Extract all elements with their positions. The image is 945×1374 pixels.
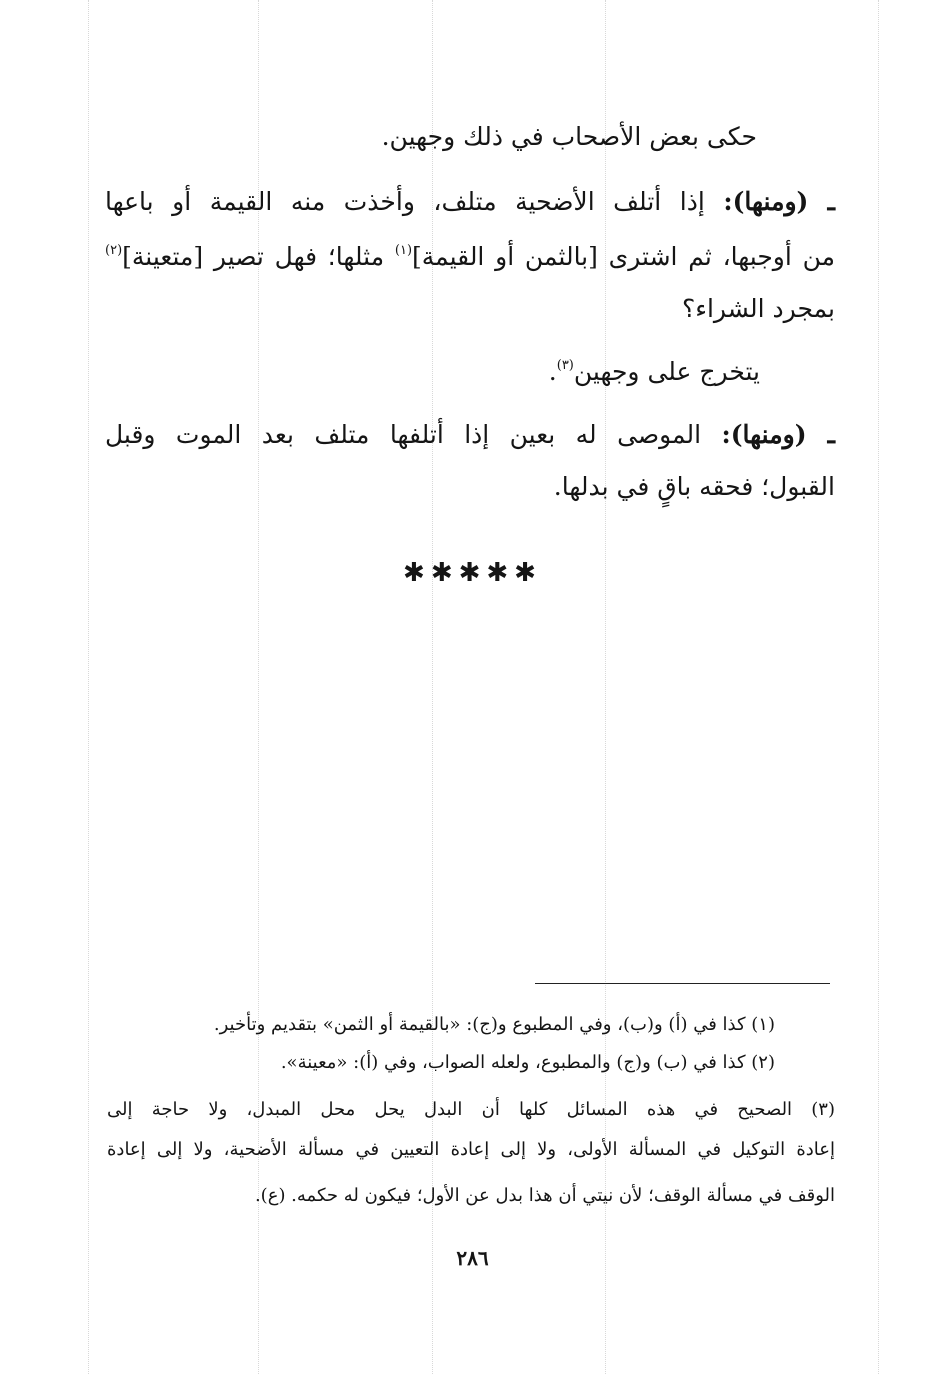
footnote-1: (١) كذا في (أ) و(ب)، وفي المطبوع و(ج): «بالقيمة أو الثمن» بتقديم وتأخير. (213, 1014, 775, 1035)
text-run: يتخرج على وجهين (573, 357, 760, 386)
footnote-3-line-3: الوقف في مسألة الوقف؛ لأن نيتي أن هذا بدل عن الأول؛ فيكون له حكمه. (ع). (254, 1185, 835, 1206)
scan-line (88, 0, 89, 1374)
footnote-ref-2[interactable]: (٢) (105, 243, 123, 258)
footnote-ref-3[interactable]: (٣) (556, 358, 574, 373)
footnote-3-line-1: (٣) الصحيح في هذه المسائل كلها أن البدل يحل محل المبدل، ولا حاجة إلى (107, 1099, 835, 1120)
paragraph-2-line-2 (105, 240, 835, 274)
footnote-2: (٢) كذا في (ب) و(ج) والمطبوع، ولعله الصواب، وفي (أ): «معينة». (280, 1052, 775, 1073)
section-separator: ✱✱✱✱✱ (403, 558, 542, 588)
text-run: إذا أتلف الأضحية متلف، وأخذت منه القيمة أو باعها (105, 187, 724, 216)
paragraph-3 (549, 355, 760, 389)
page-number: ٢٨٦ (456, 1246, 489, 1270)
paragraph-2-line-3: بمجرد الشراء؟ (681, 294, 835, 323)
text-run: الموصى له بعين إذا أتلفها متلف بعد الموت وقبل (105, 420, 722, 449)
footnote-divider (535, 983, 830, 984)
paragraph-2-line-1 (105, 185, 835, 219)
footnote-ref-1[interactable]: (١) (394, 243, 413, 258)
paragraph-4-line-1 (105, 418, 835, 452)
paragraph-4-line-2: القبول؛ فحقه باقٍ في بدلها. (553, 472, 835, 501)
text-run: . (548, 357, 557, 386)
lead-label: ـ (ومنها): (721, 420, 836, 449)
text-run: من أوجبها، ثم اشترى [بالثمن أو القيمة] (412, 242, 835, 271)
footnote-3-line-2: إعادة التوكيل في المسألة الأولى، ولا إلى إعادة التعيين في مسألة الأضحية، ولا إلى إعادة (107, 1139, 835, 1160)
scan-line (878, 0, 879, 1374)
lead-label: ـ (ومنها): (723, 187, 835, 216)
text-run: مثلها؛ فهل تصير [متعينة] (122, 242, 395, 271)
body-line-1: حكى بعض الأصحاب في ذلك وجهين. (381, 122, 757, 151)
